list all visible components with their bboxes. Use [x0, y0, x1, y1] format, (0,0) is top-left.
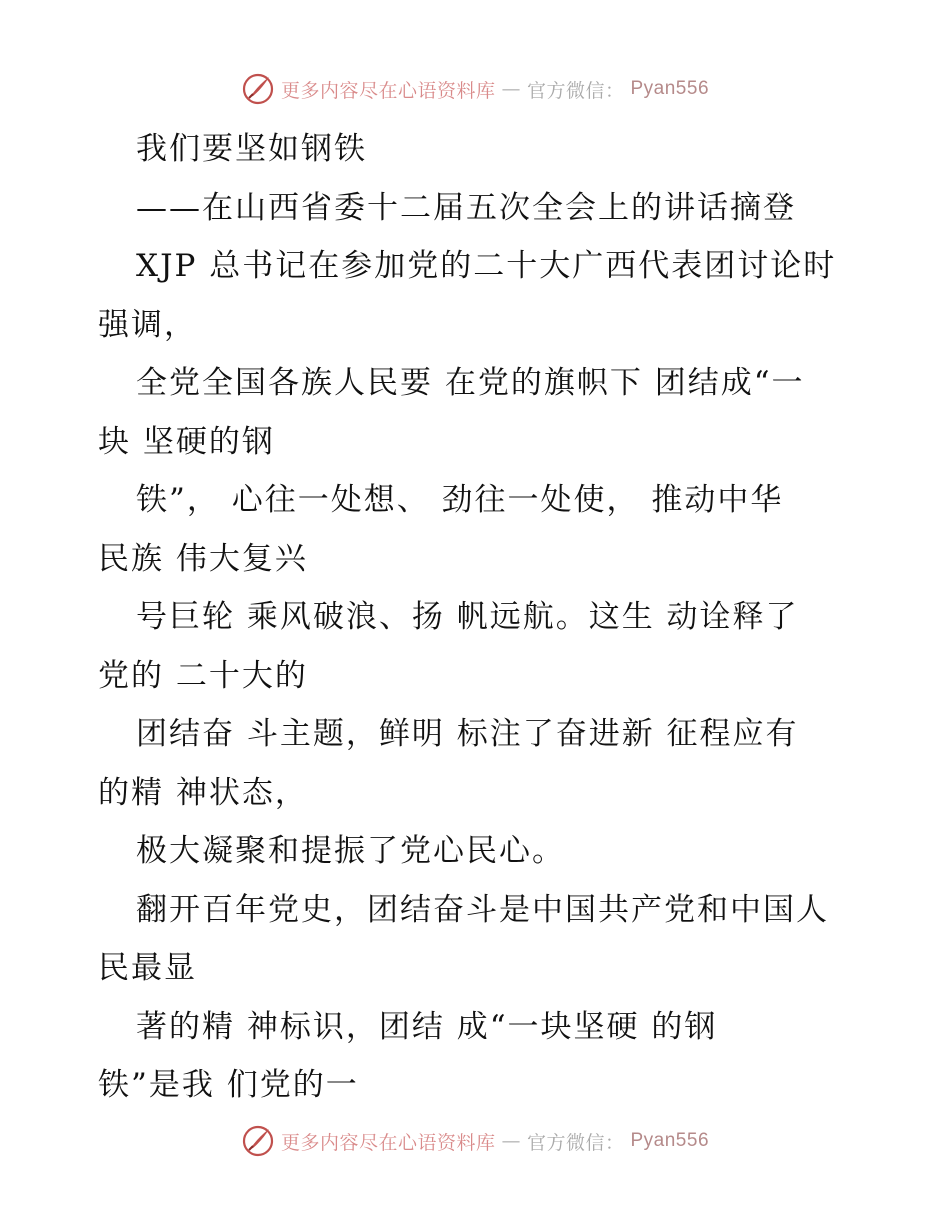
text-line: 民最显 [98, 950, 197, 986]
watermark-wechat-id: Pyan556 [630, 1130, 710, 1151]
text-line: 翻开百年党史，团结奋斗是中国共产党和中国人 [136, 891, 829, 928]
text-line: 铁”是我 们党的一 [98, 1067, 359, 1103]
footer-watermark [0, 1124, 950, 1158]
text-line: 号巨轮 乘风破浪、扬 帆远航。这生 动诠释了 [136, 599, 799, 635]
text-line: 铁”， 心往一处想、 劲往一处使， 推动中华 [136, 482, 784, 518]
watermark-main-text: 更多内容尽在心语资料库 [280, 79, 496, 102]
watermark-main-text: 更多内容尽在心语资料库 [280, 1131, 496, 1154]
text-line: 极大凝聚和提振了党心民心。 [136, 833, 565, 869]
watermark-wechat-label: 官方微信： [526, 1131, 625, 1154]
document-body [98, 120, 858, 1115]
text-line: 的精 神状态， [98, 774, 308, 811]
text-line: 全党全国各族人民要 在党的旗帜下 团结成“一 [136, 365, 805, 401]
document-subtitle: ——在山西省委十二届五次全会上的讲话摘登 [136, 189, 796, 226]
text-line: 强调， [98, 306, 197, 343]
watermark-dash: — [501, 1130, 521, 1152]
document-title: 我们要坚如钢铁 [136, 131, 367, 167]
text-line: 块 坚硬的钢 [98, 423, 275, 460]
text-line: 著的精 神标识，团结 成“一块坚硬 的钢 [136, 1008, 718, 1045]
watermark-dash: — [501, 78, 521, 100]
quill-pen-logo-icon [241, 1124, 275, 1158]
quill-pen-logo-icon [241, 72, 275, 106]
text-line: 团结奋 斗主题，鲜明 标注了奋进新 征程应有 [136, 716, 799, 752]
header-watermark [0, 72, 950, 106]
watermark-wechat-label: 官方微信： [526, 79, 625, 102]
text-line: 党的 二十大的 [98, 657, 308, 694]
text-line: XJP 总书记在参加党的二十大广西代表团讨论时 [136, 248, 837, 284]
watermark-wechat-id: Pyan556 [630, 78, 710, 99]
text-line: 民族 伟大复兴 [98, 540, 308, 577]
